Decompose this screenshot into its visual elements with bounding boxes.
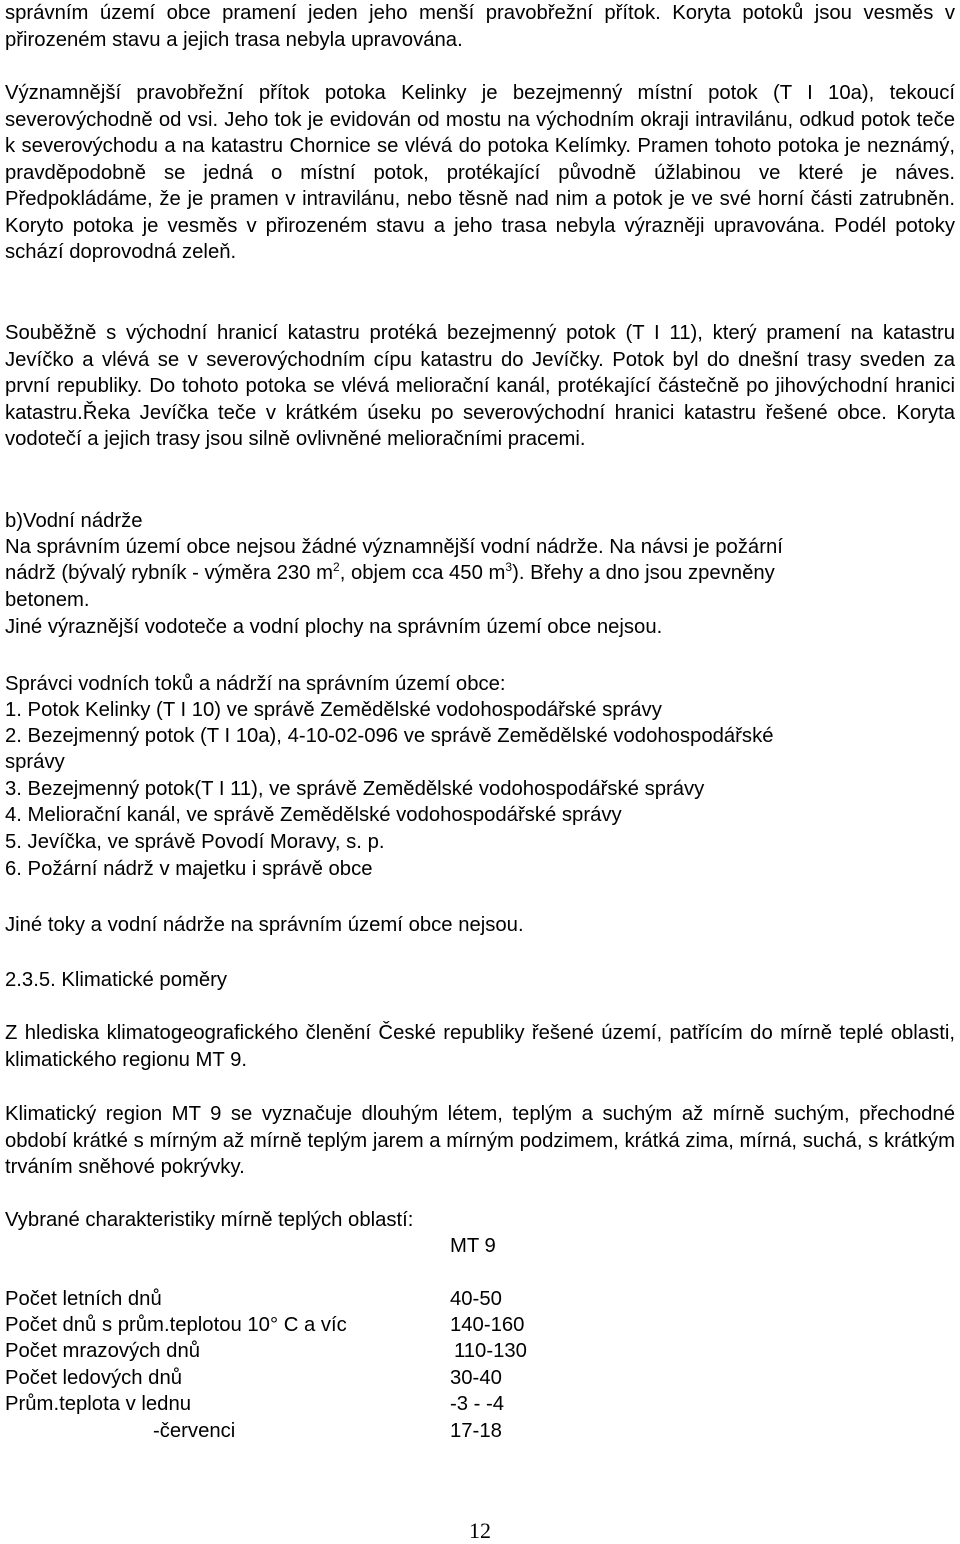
row-value: 30-40 [450,1367,502,1389]
reservoirs-line-3: betonem. [5,589,90,611]
row-value: 17-18 [450,1420,502,1442]
table-row [5,1418,705,1445]
characteristics-intro: Vybrané charakteristiky mírně teplých oblastí: [5,1209,414,1231]
row-value: 140-160 [450,1314,525,1336]
administrator-item-2: 2. Bezejmenný potok (T I 10a), 4-10-02-096 ve správě Zemědělské vodohospodářské [5,725,774,747]
table-row [5,1286,705,1313]
table-column-header-mt9: MT 9 [450,1235,496,1257]
reservoirs-line-4: Jiné výraznější vodoteče a vodní plochy na správním území obce nejsou. [5,616,663,638]
page-number: 12 [469,1518,491,1543]
paragraph-stream-t-i-11: Souběžně s východní hranicí katastru protéká bezejmenný potok (T I 11), který pramení na katastru Jevíčko a vlévá se v severovýchodním cípu katastru do Jevíčky. Potok byl do dnešní trasy sveden za první republiky. Do tohoto potoka se vlévá meliorační kanál, protékající částečně po jihovýchodní hranici katastru.Řeka Jevíčka teče v krátkém úseku po severovýchodní hranici katastru řešené obce. Koryta vodotečí a jejich trasy jsou silně ovlivněné melioračními pracemi. [5,322,955,450]
table-row [5,1391,705,1418]
reservoirs-line-1: Na správním území obce nejsou žádné významnější vodní nádrže. Na návsi je požární [5,536,783,558]
table-row [5,1338,705,1365]
row-value: 40-50 [450,1288,502,1310]
superscript-2: 2 [333,560,340,575]
row-value: -3 - -4 [450,1393,505,1415]
reservoir-area-text: nádrž (bývalý rybník - výměra 230 m [5,562,333,584]
administrator-item-6: 6. Požární nádrž v majetku i správě obce [5,858,373,880]
section-heading-climate: 2.3.5. Klimatické poměry [5,969,228,991]
administrator-item-4: 4. Meliorační kanál, ve správě Zemědělské vodohospodářské správy [5,804,622,826]
row-label: Počet mrazových dnů [5,1340,201,1362]
table-row [5,1365,705,1392]
row-label: Počet ledových dnů [5,1367,183,1389]
administrator-item-1: 1. Potok Kelinky (T I 10) ve správě Zemědělské vodohospodářské správy [5,699,662,721]
table-row [5,1312,705,1339]
paragraph-intro-continuation: správním území obce pramení jeden jeho menší pravobřežní přítok. Koryta potoků jsou vesměs v přirozeném stavu a jejich trasa nebyla upravována. [5,2,955,51]
administrator-item-3: 3. Bezejmenný potok(T I 11), ve správě Zemědělské vodohospodářské správy [5,778,705,800]
administrator-item-5: 5. Jevíčka, ve správě Povodí Moravy, s. p. [5,831,385,853]
row-value: 110-130 [454,1340,527,1362]
paragraph-climate-region: Z hlediska klimatogeografického členění České republiky řešené území, patřícím do mírně teplé oblasti, klimatického regionu MT 9. [5,1022,955,1071]
reservoir-volume-text: , objem cca 450 m [339,562,506,584]
reservoirs-line-2 [5,560,775,587]
superscript-3: 3 [505,560,513,575]
administrators-heading: Správci vodních toků a nádrží na správním území obce: [5,673,506,695]
section-heading-water-reservoirs: b)Vodní nádrže [5,510,143,532]
paragraph-climate-description: Klimatický region MT 9 se vyznačuje dlouhým létem, teplým a suchým až mírně suchým, přechodné období krátké s mírným až mírně teplým jarem a mírným podzimem, krátká zima, mírná, suchá, s krátkým trváním sněhové pokrývky. [5,1103,955,1178]
administrator-item-2-continued: správy [5,751,65,773]
other-waters-note: Jiné toky a vodní nádrže na správním území obce nejsou. [5,914,524,936]
reservoir-banks-text: ). Břehy a dno jsou zpevněny [512,562,775,584]
row-label: -červenci [153,1420,236,1442]
row-label: Počet letních dnů [5,1288,162,1310]
paragraph-tributary-t-i-10a: Významnější pravobřežní přítok potoka Kelinky je bezejmenný místní potok (T I 10a), tekoucí severovýchodně od vsi. Jeho tok je evidován od mostu na východním okraji intravilánu, odkud potok teče k severovýchodu a na katastru Chornice se vlévá do potoka Kelímky. Pramen tohoto potoka je neznámý, pravděpodobně se jedná o místní potok, protékající původně úžlabinou ve které je náves. Předpokládáme, že je pramen v intravilánu, nebo těsně nad nim a potok je ve své horní části zatrubněn. Koryto potoka je vesměs v přirozeném stavu a jeho trasa nebyla výrazněji upravována. Podél potoky schází doprovodná zeleň. [5,82,955,263]
row-label: Počet dnů s prům.teplotou 10° C a víc [5,1314,347,1336]
row-label: Prům.teplota v lednu [5,1393,192,1415]
